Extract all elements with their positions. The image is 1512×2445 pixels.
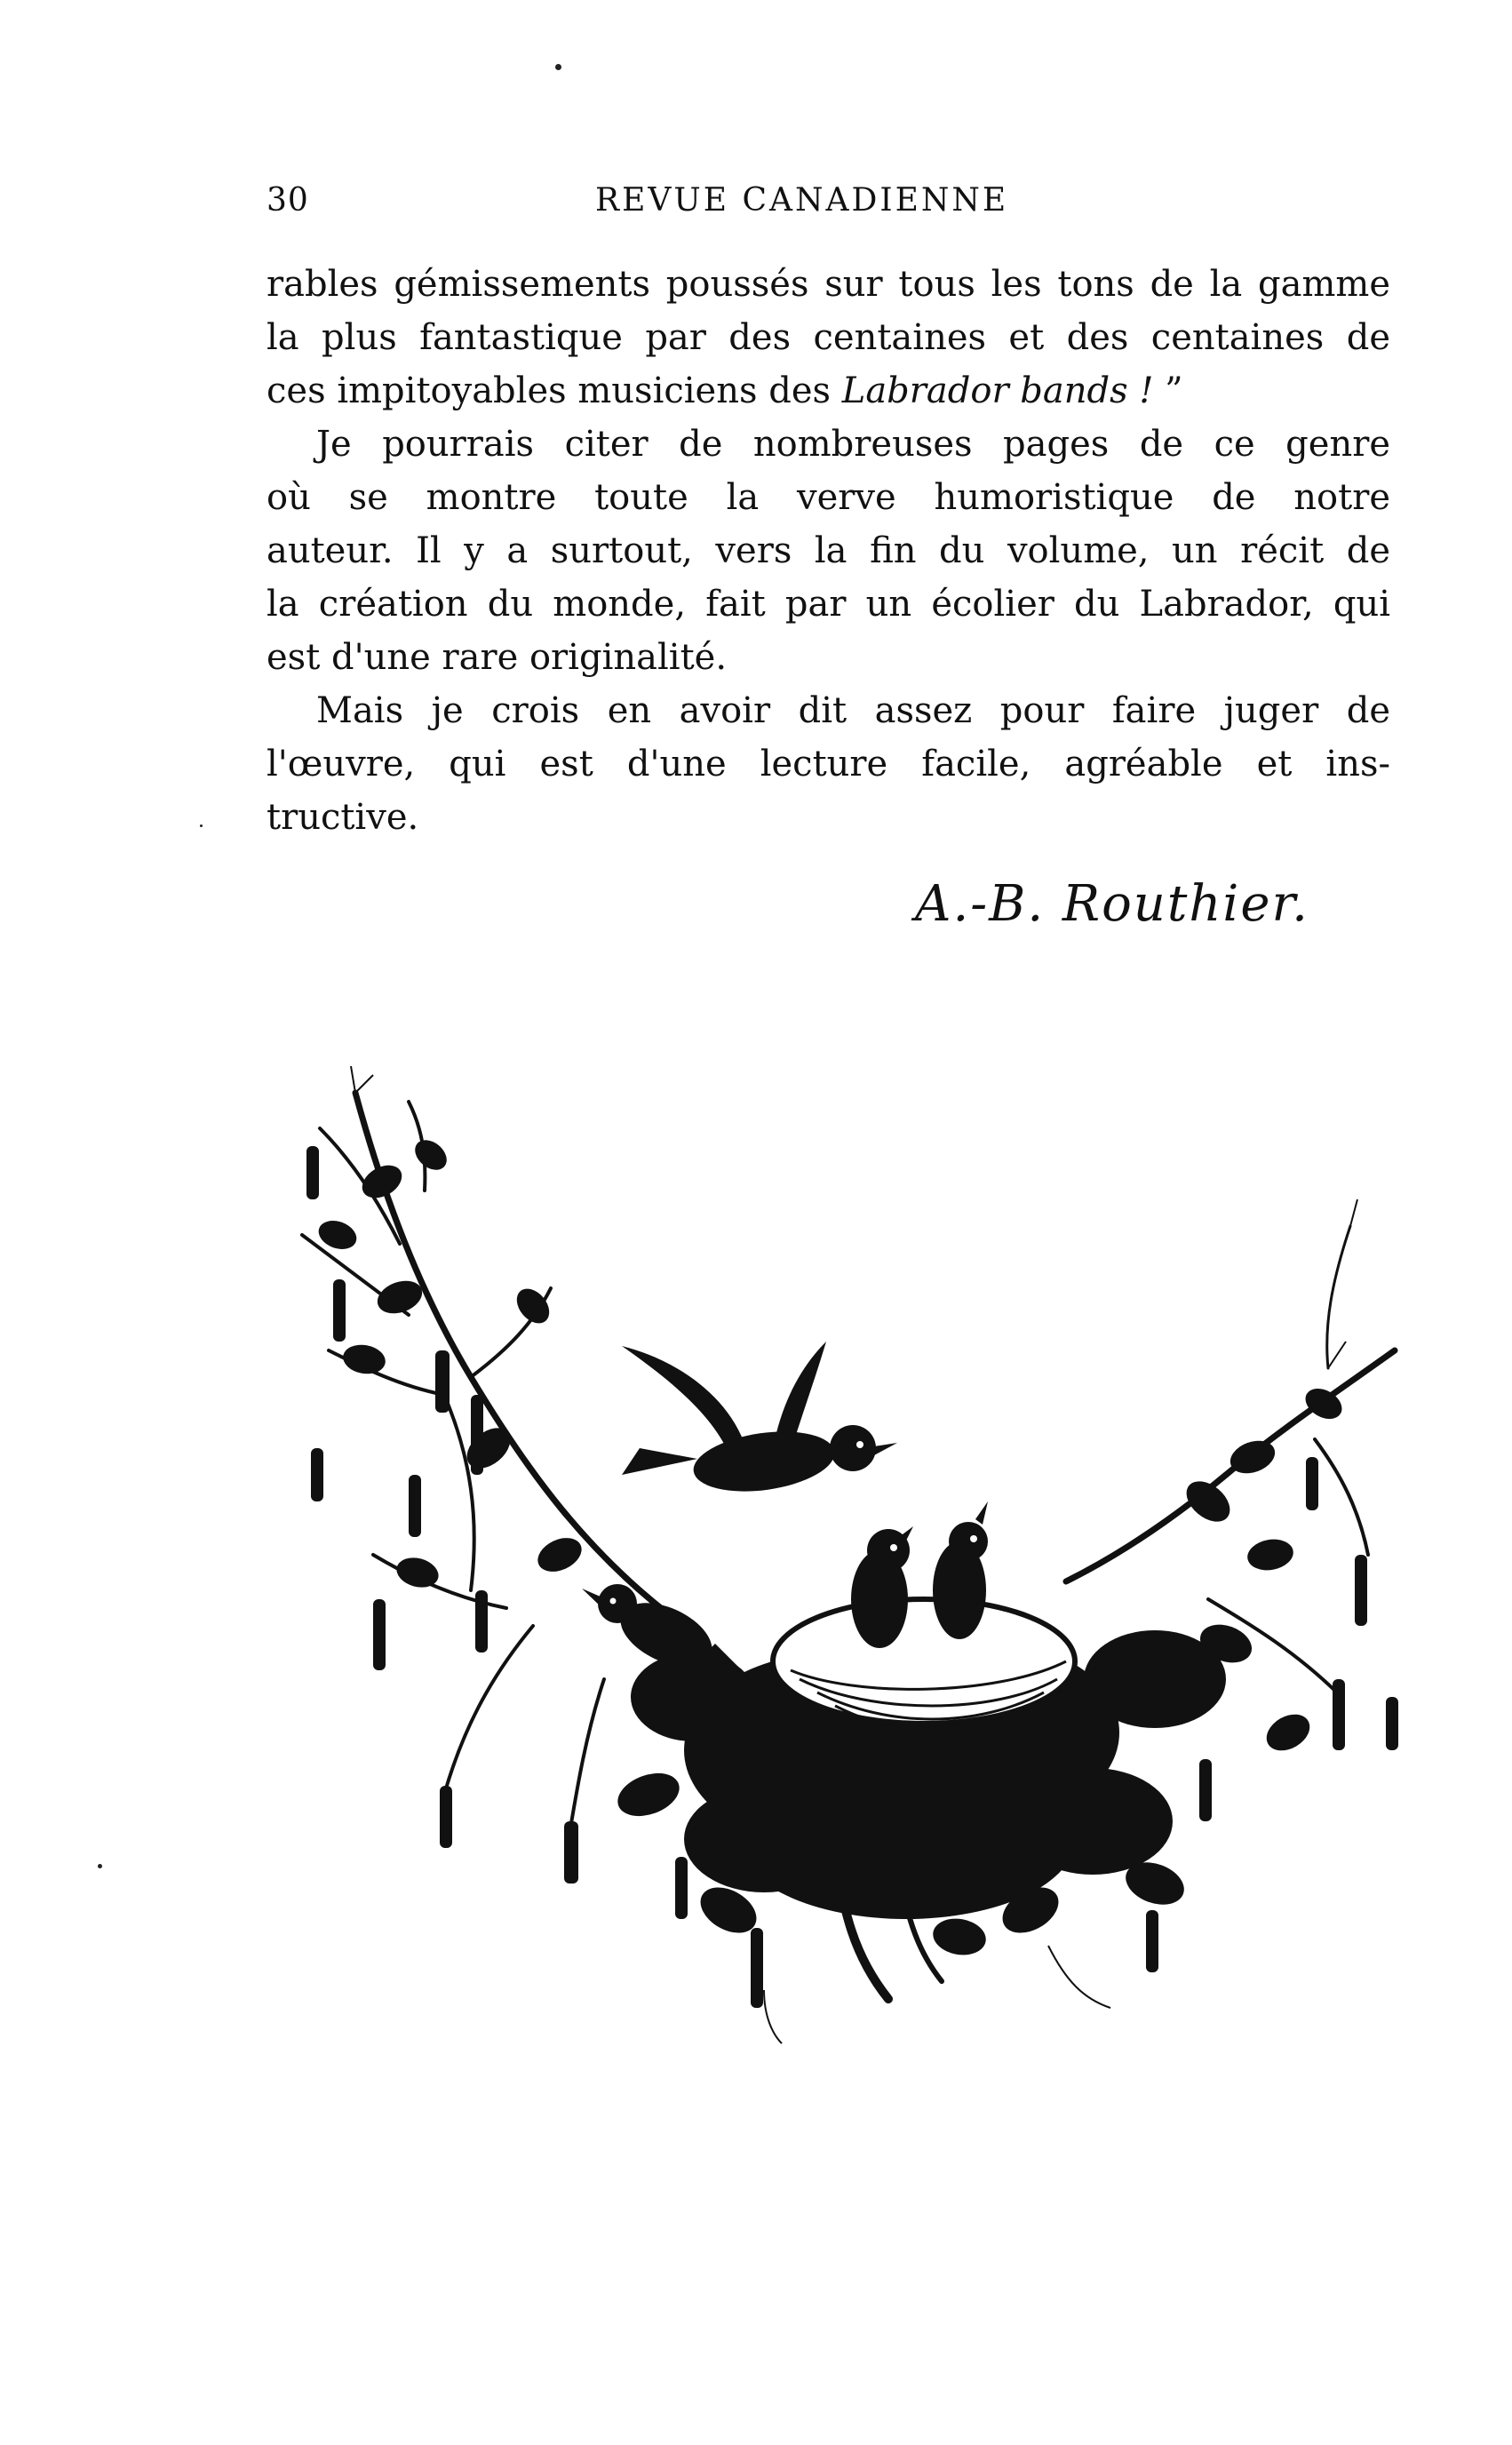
text-line: où se montre toute la verve humoristique de notre xyxy=(267,477,1390,518)
text-line: rables gémissements poussés sur tous les tons de la gamme xyxy=(267,264,1390,305)
page-number: 30 xyxy=(267,182,309,219)
text-line: Je pourrais citer de nombreuses pages de ce genre xyxy=(316,424,1390,465)
bird-nest-vignette-icon xyxy=(267,1057,1421,2052)
ink-speck xyxy=(98,1864,102,1868)
running-head xyxy=(267,182,1315,235)
author-signature: A.-B. Routhier. xyxy=(915,875,1309,933)
text-line: l'œuvre, qui est d'une lecture facile, agréable et ins- xyxy=(267,744,1390,784)
body-text xyxy=(267,258,1390,844)
text-line: la plus fantastique par des centaines et des centaines de xyxy=(267,317,1390,358)
ink-speck xyxy=(555,64,561,70)
ink-speck xyxy=(200,824,203,827)
text-line: la création du monde, fait par un écolier du Labrador, qui xyxy=(267,584,1390,625)
text-line: est d'une rare originalité. xyxy=(267,637,728,678)
text-line: auteur. Il y a surtout, vers la fin du volume, un récit de xyxy=(267,530,1390,571)
text-line xyxy=(267,364,1390,418)
text-line: Mais je crois en avoir dit assez pour faire juger de xyxy=(316,690,1390,731)
closing-quote: ” xyxy=(1153,370,1183,411)
text-line-start: ces impitoyables musiciens des xyxy=(267,370,832,411)
journal-title: REVUE CANADIENNE xyxy=(595,182,1009,219)
text-line: tructive. xyxy=(267,797,419,838)
italic-phrase: Labrador bands ! xyxy=(841,370,1154,411)
